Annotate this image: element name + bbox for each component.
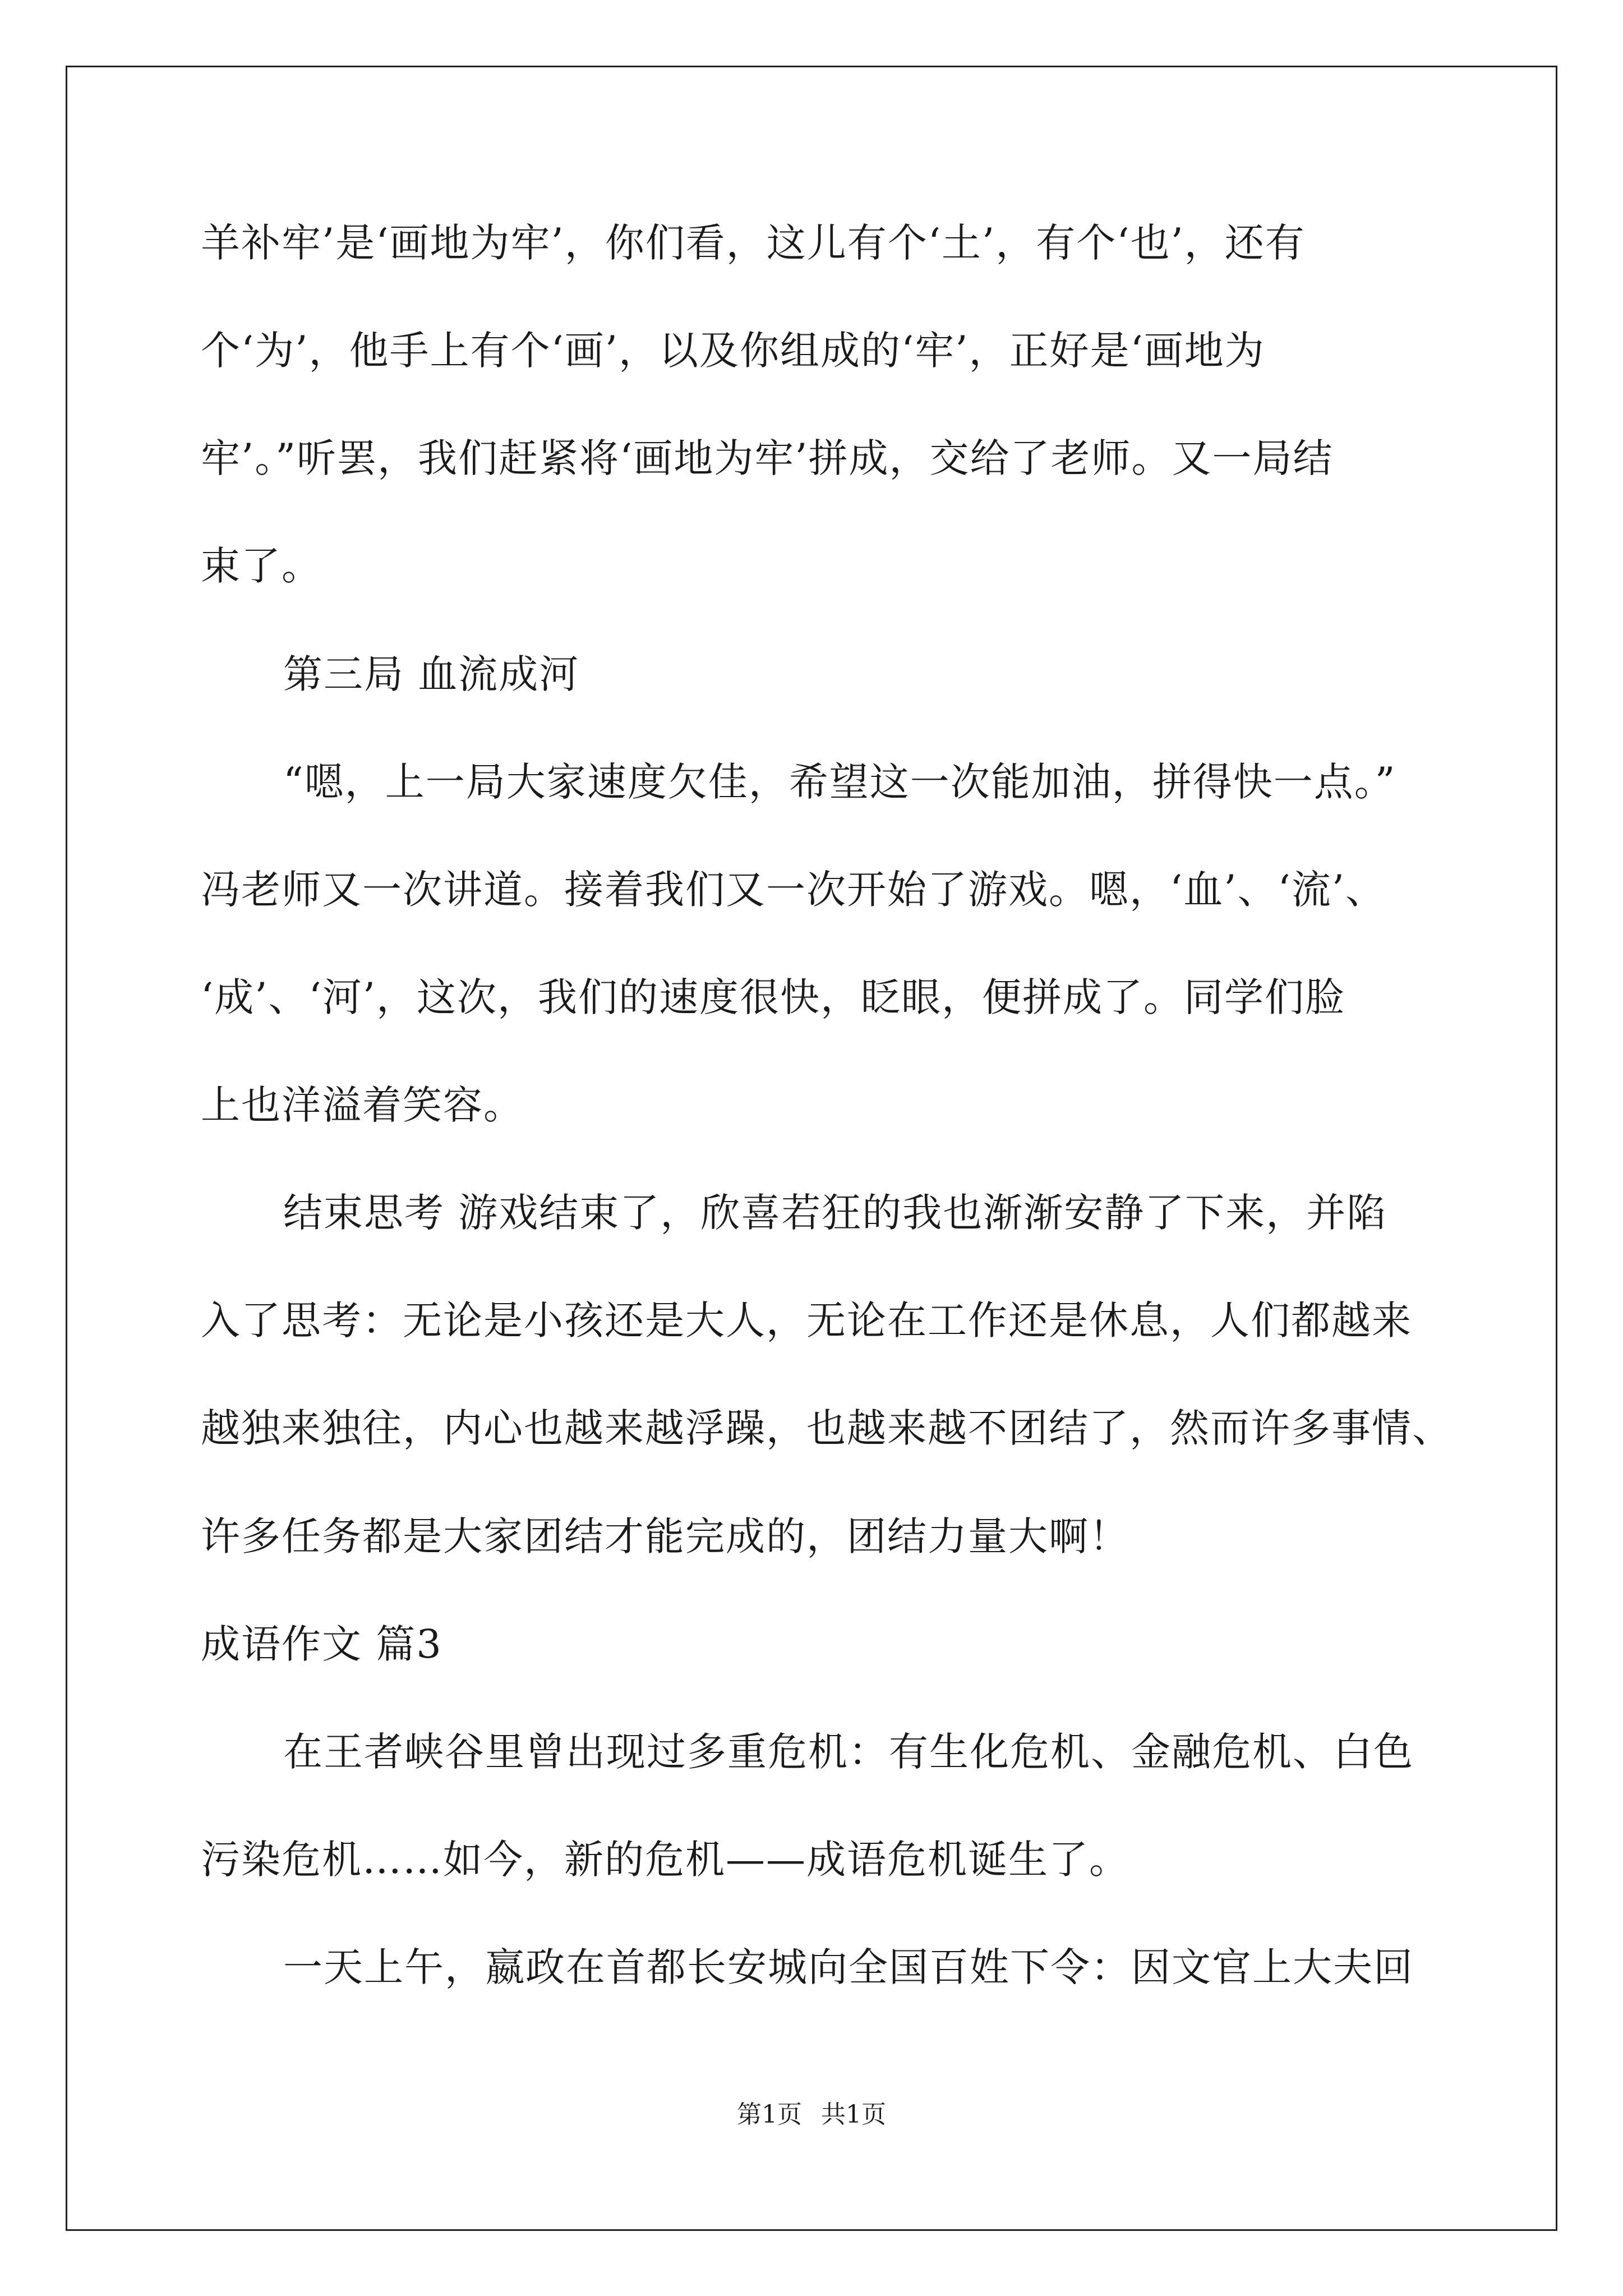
text-line: 束了。 — [201, 543, 322, 589]
text-line: 羊补牢’是‘画地为牢’，你们看，这儿有个‘土’，有个‘也’，还有 — [201, 220, 1306, 266]
text-line: 越独来独往，内心也越来越浮躁，也越来越不团结了，然而许多事情、 — [201, 1405, 1453, 1451]
text-line: 个‘为’，他手上有个‘画’，以及你组成的‘牢’，正好是‘画地为 — [201, 328, 1265, 374]
text-line: 污染危机……如今，新的危机——成语危机诞生了。 — [201, 1837, 1129, 1883]
text-line: 牢’。”听罢，我们赶紧将‘画地为牢’拼成，交给了老师。又一局结 — [201, 435, 1334, 481]
section-heading: 第三局 血流成河 — [283, 651, 580, 697]
text-line: 一天上午，嬴政在首都长安城向全国百姓下令：因文官上大夫回 — [283, 1944, 1414, 1990]
text-line: 冯老师又一次讲道。接着我们又一次开始了游戏。嗯，‘血’、‘流’、 — [201, 867, 1386, 913]
text-line: “嗯，上一局大家速度欠佳，希望这一次能加油，拼得快一点。” — [283, 759, 1396, 805]
text-line: 结束思考 游戏结束了，欣喜若狂的我也渐渐安静了下来，并陷 — [283, 1190, 1387, 1236]
text-line: ‘成’、‘河’，这次，我们的速度很快，眨眼，便拼成了。同学们脸 — [201, 974, 1346, 1020]
page-number: 第1页 — [737, 2100, 802, 2129]
text-line: 上也洋溢着笑容。 — [201, 1082, 524, 1128]
text-line: 入了思考：无论是小孩还是大人，无论在工作还是休息，人们都越来 — [201, 1297, 1412, 1343]
text-line: 在王者峡谷里曾出现过多重危机：有生化危机、金融危机、白色 — [283, 1729, 1414, 1775]
text-line: 许多任务都是大家团结才能完成的，团结力量大啊！ — [201, 1513, 1129, 1559]
page-total: 共1页 — [821, 2100, 886, 2129]
page-footer — [0, 2099, 1623, 2131]
page-border — [66, 66, 1557, 2231]
article-title: 成语作文 篇3 — [201, 1621, 442, 1667]
